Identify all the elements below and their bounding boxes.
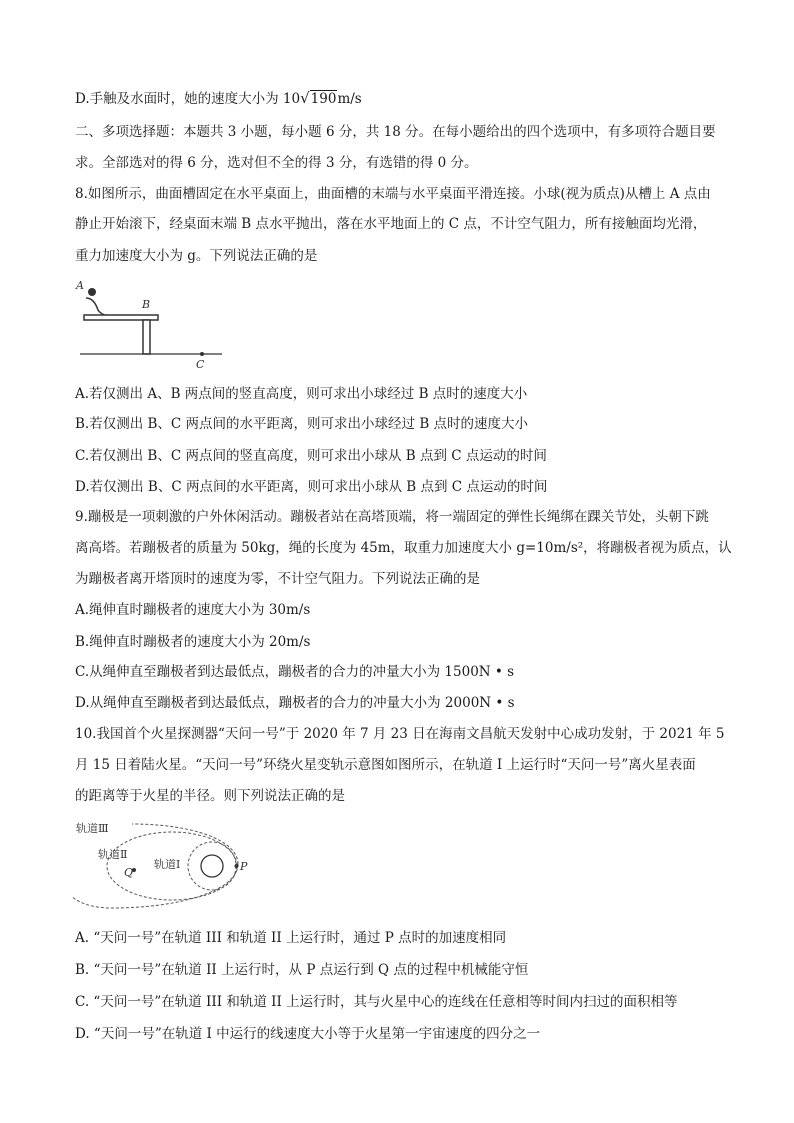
label-c: C (196, 358, 205, 371)
point-c-marker (200, 352, 204, 356)
q8-stem-line2: 静止开始滚下，经桌面末端 B 点水平抛出，落在水平地面上的 C 点，不计空气阻力，所有接触面均光滑， (75, 216, 707, 232)
curved-ramp (86, 298, 112, 316)
q10-option-c: C. “天问一号”在轨道 III 和轨道 II 上运行时，其与火星中心的连线在任意相等时间内扫过的面积相等 (75, 994, 678, 1010)
orbit-i-label: 轨道Ⅰ (154, 858, 181, 871)
label-p: P (240, 860, 248, 873)
orbit-iii-label: 轨道Ⅲ (76, 822, 109, 835)
q10-stem-line1: 10.我国首个火星探测器“天问一号”于 2020 年 7 月 23 日在海南文昌航天发射中心成功发射，于 2021 年 5 (75, 726, 725, 742)
q8-figure-table-ramp (72, 276, 232, 372)
q9-option-b: B.绳伸直时蹦极者的速度大小为 20m/s (75, 634, 311, 650)
sqrt-symbol: √ (300, 89, 310, 107)
ball-icon (88, 288, 96, 296)
q10-figure-orbits (72, 818, 257, 910)
q9-option-c: C.从绳伸直至蹦极者到达最低点，蹦极者的合力的冲量大小为 1500N • s (75, 664, 515, 680)
sqrt-expression (300, 88, 337, 109)
q7-option-d (75, 88, 362, 109)
q8-option-b: B.若仅测出 B、C 两点间的水平距离，则可求出小球经过 B 点时的速度大小 (75, 416, 529, 432)
q9-stem-line2: 离高塔。若蹦极者的质量为 50kg，绳的长度为 45m，取重力加速度大小 g=10m/s²，将蹦极者视为质点，认 (75, 540, 732, 556)
label-b: B (142, 298, 151, 311)
section2-instructions-line2: 求。全部选对的得 6 分，选对但不全的得 3 分，有选错的得 0 分。 (75, 155, 478, 171)
q8-stem-line1: 8.如图所示，曲面槽固定在水平桌面上，曲面槽的末端与水平桌面平滑连接。小球(视为质点)从槽上 A 点由 (75, 186, 711, 202)
q8-option-d: D.若仅测出 B、C 两点间的水平距离，则可求出小球从 B 点到 C 点运动的时间 (75, 479, 548, 495)
q9-stem-line3: 为蹦极者离开塔顶时的速度为零，不计空气阻力。下列说法正确的是 (75, 571, 480, 587)
label-a: A (76, 279, 84, 292)
q10-option-a: A. “天问一号”在轨道 III 和轨道 II 上运行时，通过 P 点时的加速度相同 (75, 930, 507, 946)
q10-option-b: B. “天问一号”在轨道 II 上运行时，从 P 点运行到 Q 点的过程中机械能守恒 (75, 962, 529, 978)
q8-option-c: C.若仅测出 B、C 两点间的竖直高度，则可求出小球从 B 点到 C 点运动的时间 (75, 448, 547, 464)
orbit-ii-label: 轨道Ⅱ (98, 848, 128, 861)
label-q: Q (124, 866, 134, 879)
q7-option-d-unit: m/s (337, 91, 362, 107)
q10-stem-line3: 的距离等于火星的半径。则下列说法正确的是 (75, 788, 345, 804)
q7-option-d-text: D.手触及水面时，她的速度大小为 10 (75, 91, 301, 107)
q8-option-a: A.若仅测出 A、B 两点间的竖直高度，则可求出小球经过 B 点时的速度大小 (75, 386, 528, 402)
q8-stem-line3: 重力加速度大小为 g。下列说法正确的是 (75, 248, 318, 264)
q10-option-d: D. “天问一号”在轨道 I 中运行的线速度大小等于火星第一宇宙速度的四分之一 (75, 1026, 541, 1042)
point-p-marker (235, 864, 239, 868)
sqrt-radicand: 190 (310, 91, 337, 107)
q10-stem-line2: 月 15 日着陆火星。“天问一号”环绕火星变轨示意图如图所示，在轨道 I 上运行时“天问一号”离火星表面 (75, 757, 696, 773)
section2-instructions-line1: 二、多项选择题：本题共 3 小题，每小题 6 分，共 18 分。在每小题给出的四个选项中，有多项符合题目要 (75, 124, 716, 140)
q9-option-d: D.从绳伸直至蹦极者到达最低点，蹦极者的合力的冲量大小为 2000N • s (75, 695, 515, 711)
q9-option-a: A.绳伸直时蹦极者的速度大小为 30m/s (75, 602, 311, 618)
mars-planet (201, 855, 223, 877)
q9-stem-line1: 9.蹦极是一项刺激的户外休闲活动。蹦极者站在高塔顶端，将一端固定的弹性长绳绑在踝关节处，头朝下跳 (75, 509, 709, 525)
table-leg (143, 320, 150, 354)
